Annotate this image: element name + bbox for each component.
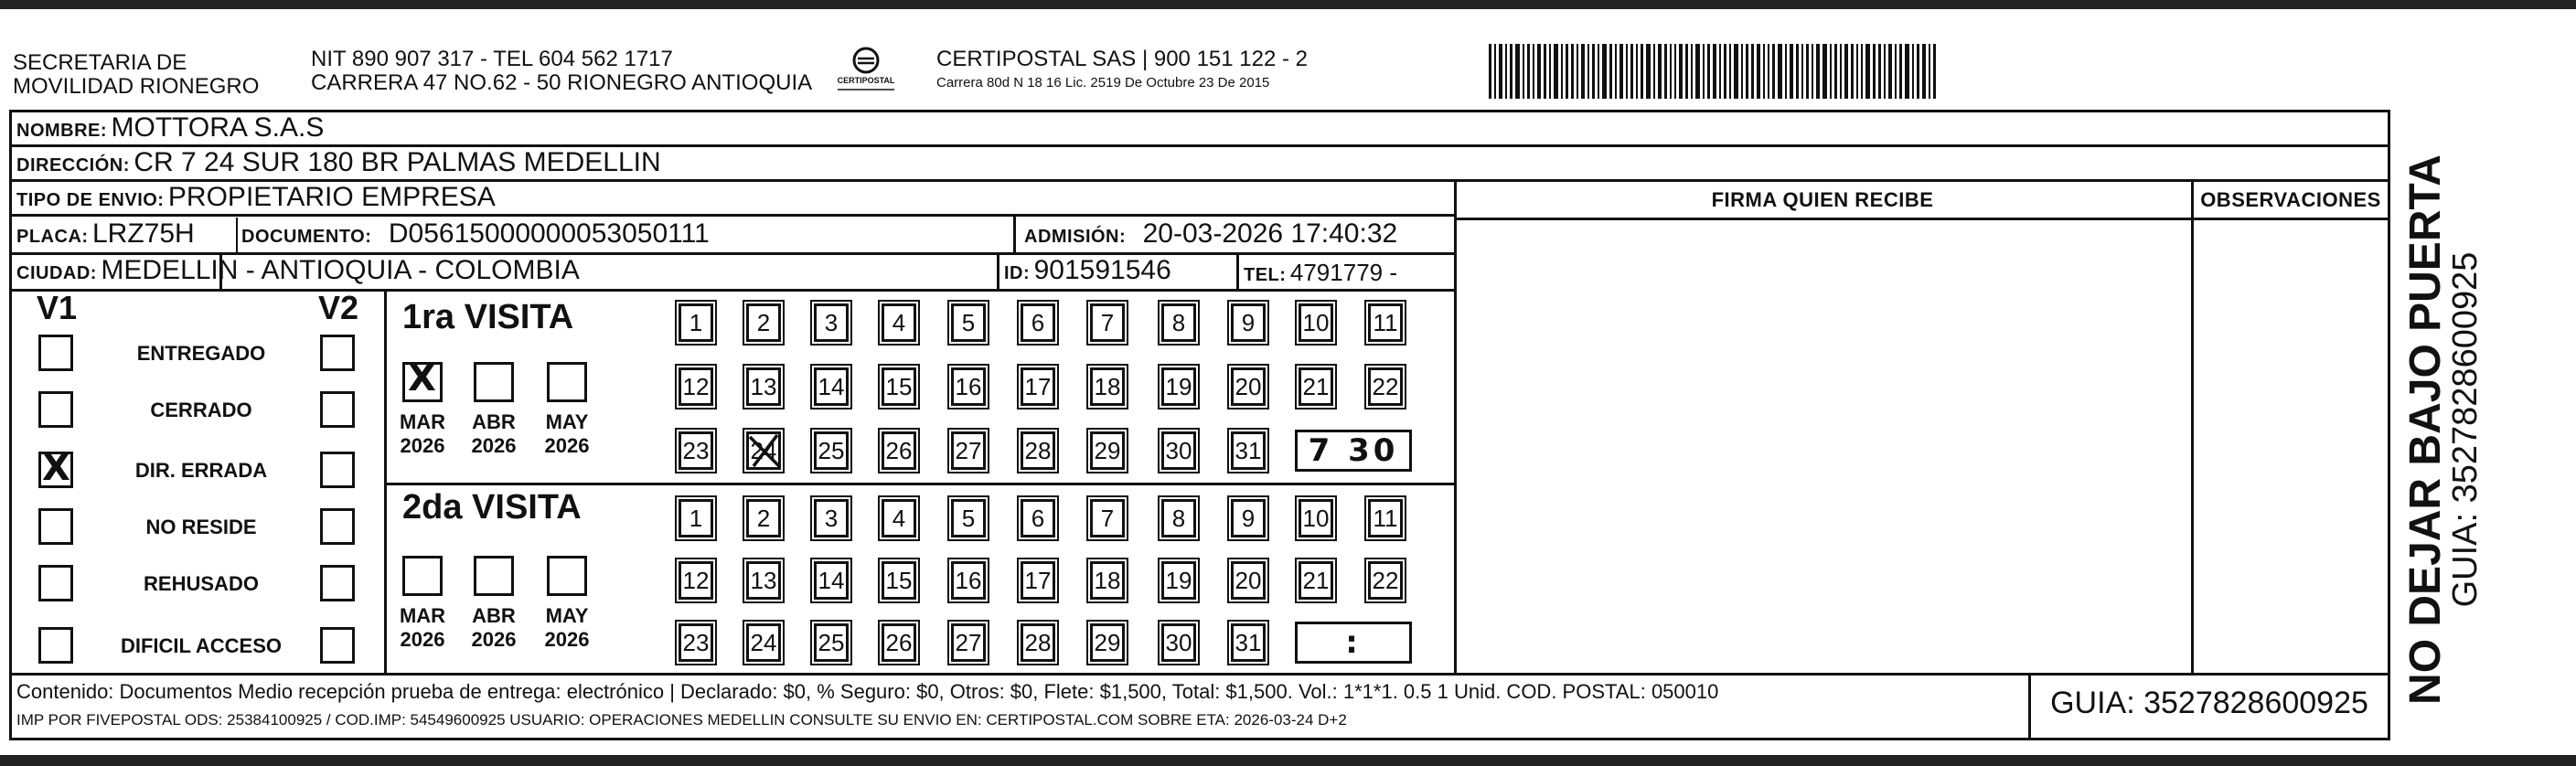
col-divider	[2191, 179, 2194, 673]
v1-checkbox[interactable]	[38, 565, 73, 601]
side-line-2: GUIA: 3527828600925	[2446, 251, 2485, 608]
v2-checkbox[interactable]	[320, 452, 355, 488]
day-box[interactable]: 21	[1299, 367, 1333, 406]
day-box[interactable]: 11	[1368, 303, 1403, 342]
logo-text: CERTIPOSTAL	[837, 76, 895, 85]
carrier-line-2: Carrera 80d N 18 16 Lic. 2519 De Octubre 23 De 2015	[936, 75, 1270, 90]
day-box[interactable]: 1	[679, 499, 713, 537]
day-box[interactable]: 6	[1021, 303, 1055, 342]
direccion-row	[16, 148, 661, 182]
direccion-label: DIRECCIÓN:	[16, 155, 130, 176]
footer-divider	[9, 673, 2390, 676]
tipo-row	[16, 183, 496, 217]
time-value: :	[1345, 624, 1362, 661]
day-box[interactable]: 9	[1231, 303, 1266, 342]
v2-header: V2	[318, 289, 359, 326]
col-divider	[997, 252, 999, 289]
day-box[interactable]: 4	[882, 303, 916, 342]
day-box[interactable]: 24	[746, 431, 781, 470]
visit2-title: 2da VISITA	[402, 488, 582, 527]
col-divider	[1236, 252, 1239, 289]
barcode	[1489, 44, 1939, 99]
day-box[interactable]: 19	[1161, 367, 1196, 406]
scan-edge-top	[0, 0, 2576, 9]
month-year: 2026	[544, 434, 590, 457]
ciudad-cell	[16, 256, 580, 290]
v1-checkbox[interactable]	[38, 508, 73, 545]
day-box[interactable]: 25	[814, 431, 849, 470]
day-box[interactable]: 15	[882, 561, 916, 600]
v2-checkbox[interactable]	[320, 508, 355, 545]
day-box[interactable]: 7	[1090, 499, 1125, 537]
day-box[interactable]: 27	[951, 431, 986, 470]
day-box[interactable]: 28	[1021, 431, 1055, 470]
firma-header: FIRMA QUIEN RECIBE	[1711, 188, 1934, 211]
day-box[interactable]: 1	[679, 303, 713, 342]
org-name	[13, 51, 259, 99]
day-box[interactable]: 19	[1161, 561, 1196, 600]
month-checkbox[interactable]	[402, 556, 443, 596]
day-box[interactable]: 22	[1368, 367, 1403, 406]
id-value: 901591546	[1033, 255, 1171, 285]
day-box[interactable]: 18	[1090, 367, 1125, 406]
day-box[interactable]: 17	[1021, 561, 1055, 600]
day-box[interactable]: 23	[679, 431, 713, 470]
tipo-label: TIPO DE ENVIO:	[16, 190, 165, 210]
carrier-line-1: CERTIPOSTAL SAS | 900 151 122 - 2	[936, 47, 1308, 71]
admision-label: ADMISIÓN:	[1024, 227, 1127, 247]
day-box[interactable]: 13	[746, 561, 781, 600]
scan-edge-bottom	[0, 755, 2576, 766]
day-box[interactable]: 30	[1161, 623, 1196, 662]
day-box[interactable]: 22	[1368, 561, 1403, 600]
day-box[interactable]: 5	[951, 499, 986, 537]
day-box[interactable]: 11	[1368, 499, 1403, 537]
day-box[interactable]: 21	[1299, 561, 1333, 600]
month-year: 2026	[471, 628, 517, 651]
admision-cell	[1024, 219, 1397, 253]
org-contact	[311, 48, 812, 95]
month-year: 2026	[544, 628, 590, 651]
nombre-row	[16, 113, 324, 147]
day-box[interactable]: 10	[1299, 499, 1333, 537]
status-label: CERRADO	[150, 399, 252, 421]
day-box[interactable]: 17	[1021, 367, 1055, 406]
nombre-value: MOTTORA S.A.S	[111, 112, 325, 143]
month-year: 2026	[400, 628, 445, 651]
day-box[interactable]: 13	[746, 367, 781, 406]
day-box[interactable]: 8	[1161, 499, 1196, 537]
day-box[interactable]: 14	[814, 561, 849, 600]
org-line-1: SECRETARIA DE	[13, 50, 187, 75]
id-label: ID:	[1004, 263, 1031, 283]
day-box[interactable]: 14	[814, 367, 849, 406]
month-check-mark: X	[408, 357, 436, 399]
month-year: 2026	[471, 434, 517, 457]
footer-line-2: IMP POR FIVEPOSTAL ODS: 25384100925 / COD.IMP: 54549600925 USUARIO: OPERACIONES MEDELLIN CONSULTE SU ENVIO EN: CERTIPOSTAL.COM SOBRE ETA: 2026-03-24 D+2	[16, 711, 1347, 729]
certipostal-logo	[832, 46, 900, 97]
day-box[interactable]: 23	[679, 623, 713, 662]
day-box[interactable]: 2	[746, 303, 781, 342]
day-box[interactable]: 15	[882, 367, 916, 406]
v1-checkbox[interactable]	[38, 627, 73, 664]
day-box[interactable]: 27	[951, 623, 986, 662]
status-label: DIFICIL ACCESO	[120, 634, 282, 657]
day-box[interactable]: 2	[746, 499, 781, 537]
documento-value: D05615000000053050111	[388, 218, 710, 249]
day-box[interactable]: 18	[1090, 561, 1125, 600]
documento-label: DOCUMENTO:	[241, 227, 372, 247]
day-box[interactable]: 25	[814, 623, 849, 662]
admision-value: 20-03-2026 17:40:32	[1142, 218, 1398, 249]
status-label: DIR. ERRADA	[134, 459, 268, 482]
month-year: 2026	[400, 434, 445, 457]
tipo-value: PROPIETARIO EMPRESA	[167, 182, 496, 212]
v1-checkbox[interactable]	[38, 391, 73, 428]
tel-cell	[1244, 258, 1397, 292]
month-checkbox[interactable]	[474, 556, 514, 596]
footer-line-1: Contenido: Documentos Medio recepción prueba de entrega: electrónico | Declarado: $0, % Seguro: $0, Otros: $0, Flete: $1,500, Total: $1,500. Vol.: 1*1*1. 0.5 1 Unid. COD. POSTAL: 050010	[16, 680, 1719, 703]
placa-label: PLACA:	[16, 227, 89, 247]
side-line-1: NO DEJAR BAJO PUERTA	[2401, 154, 2450, 705]
day-box[interactable]: 20	[1231, 367, 1266, 406]
day-box[interactable]: 29	[1090, 623, 1125, 662]
status-label: REHUSADO	[144, 572, 259, 595]
month-checkbox[interactable]	[547, 556, 587, 596]
v1-checkbox[interactable]	[38, 335, 73, 371]
v1-header: V1	[37, 289, 78, 326]
day-box[interactable]: 26	[882, 623, 916, 662]
tel-value: 4791779 -	[1289, 259, 1397, 286]
col-divider	[1454, 179, 1457, 673]
month-checkbox[interactable]	[547, 362, 587, 402]
carrier-info	[936, 48, 1308, 95]
day-box[interactable]: 29	[1090, 431, 1125, 470]
month-name: ABR	[472, 410, 516, 433]
day-box[interactable]: 31	[1231, 431, 1266, 470]
day-box[interactable]: 5	[951, 303, 986, 342]
status-label: ENTREGADO	[136, 342, 266, 365]
day-box[interactable]: 16	[951, 367, 986, 406]
month-name: ABR	[472, 604, 516, 627]
day-box[interactable]: 26	[882, 431, 916, 470]
day-box[interactable]: 6	[1021, 499, 1055, 537]
observaciones-header: OBSERVACIONES	[2200, 188, 2381, 211]
day-box[interactable]: 10	[1299, 303, 1333, 342]
placa-value: LRZ75H	[92, 218, 195, 249]
status-label: NO RESIDE	[145, 516, 257, 538]
col-divider	[384, 289, 387, 673]
v2-checkbox[interactable]	[320, 627, 355, 664]
day-box[interactable]: 3	[814, 303, 849, 342]
day-box[interactable]: 12	[679, 561, 713, 600]
day-box[interactable]: 30	[1161, 431, 1196, 470]
nit-line: NIT 890 907 317 - TEL 604 562 1717	[311, 47, 673, 71]
documento-cell	[241, 219, 710, 253]
v2-checkbox[interactable]	[320, 391, 355, 428]
placa-cell	[16, 219, 195, 253]
day-box[interactable]: 16	[951, 561, 986, 600]
address-line: CARRERA 47 NO.62 - 50 RIONEGRO ANTIOQUIA	[311, 70, 813, 95]
day-box[interactable]: 4	[882, 499, 916, 537]
month-name: MAY	[545, 604, 589, 627]
org-line-2: MOVILIDAD RIONEGRO	[13, 74, 260, 99]
side-text	[2401, 128, 2539, 731]
day-box[interactable]: 24	[746, 623, 781, 662]
day-box[interactable]: 20	[1231, 561, 1266, 600]
day-box[interactable]: 12	[679, 367, 713, 406]
month-checkbox[interactable]	[474, 362, 514, 402]
ciudad-label: CIUDAD:	[16, 263, 97, 283]
month-name: MAY	[545, 410, 589, 433]
visit1-title: 1ra VISITA	[402, 298, 574, 336]
day-box[interactable]: 8	[1161, 303, 1196, 342]
day-box[interactable]: 7	[1090, 303, 1125, 342]
day-box[interactable]: 28	[1021, 623, 1055, 662]
day-box[interactable]: 9	[1231, 499, 1266, 537]
id-cell	[1004, 256, 1171, 290]
nombre-label: NOMBRE:	[16, 121, 108, 141]
ciudad-value: MEDELLIN - ANTIOQUIA - COLOMBIA	[101, 255, 580, 285]
crossed-day-mark-icon	[744, 430, 785, 472]
v2-checkbox[interactable]	[320, 335, 355, 371]
tel-label: TEL:	[1244, 265, 1287, 285]
footer-guia: GUIA: 3527828600925	[2050, 686, 2368, 720]
month-name: MAR	[399, 410, 446, 433]
time-value: 7 30	[1308, 432, 1399, 469]
day-box[interactable]: 31	[1231, 623, 1266, 662]
visit-divider	[384, 483, 1454, 485]
logo-icon	[832, 46, 900, 97]
month-name: MAR	[399, 604, 446, 627]
direccion-value: CR 7 24 SUR 180 BR PALMAS MEDELLIN	[134, 147, 661, 177]
day-box[interactable]: 3	[814, 499, 849, 537]
v2-checkbox[interactable]	[320, 565, 355, 601]
row-divider	[1454, 218, 2390, 220]
v1-check-mark: X	[42, 447, 70, 489]
